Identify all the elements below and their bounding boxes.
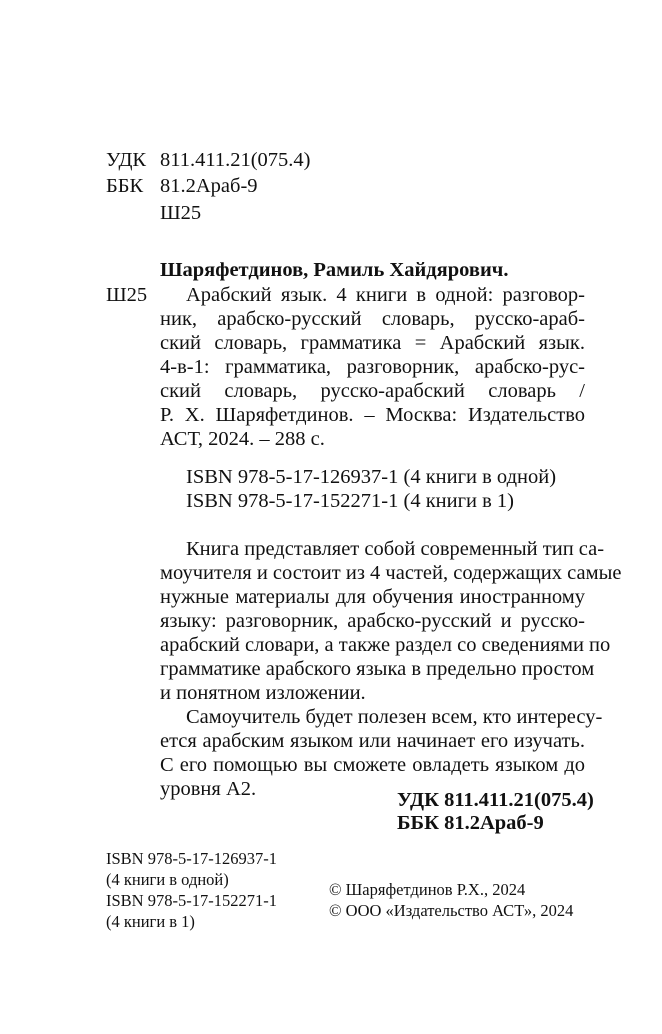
isbn-line: ISBN 978-5-17-126937-1 (4 книги в одной) — [186, 466, 557, 488]
copyright-publisher: © ООО «Издательство АСТ», 2024 — [329, 901, 574, 920]
imprint-isbn: ISBN 978-5-17-126937-1 — [106, 849, 277, 868]
imprint-isbn-note: (4 книги в одной) — [106, 870, 229, 889]
annotation-line: грамматике арабского языка в предельно простом — [160, 658, 595, 680]
imprint-isbn-note: (4 книги в 1) — [106, 912, 195, 931]
bottom-bbk: ББК 81.2Араб-9 — [397, 812, 544, 834]
catalog-line: Арабский язык. 4 книги в одной: разговор- — [186, 284, 585, 306]
author-heading: Шаряфетдинов, Рамиль Хайдярович. — [160, 259, 509, 281]
catalog-line: Р. Х. Шаряфетдинов. – Москва: Издательство — [160, 404, 585, 426]
catalog-line: ник, арабско-русский словарь, русско-араб- — [160, 308, 585, 330]
annotation-line: Самоучитель будет полезен всем, кто интересу- — [186, 706, 603, 728]
catalog-line: ский словарь, русско-арабский словарь / — [160, 380, 585, 402]
catalog-line: АСТ, 2024. – 288 с. — [160, 428, 325, 450]
catalog-line: ский словарь, грамматика = Арабский язык. — [160, 332, 585, 354]
udk-value: 811.411.21(075.4) — [160, 149, 311, 171]
bbk-label: ББК — [106, 175, 144, 197]
catalog-line: 4-в-1: грамматика, разговорник, арабско-рус- — [160, 356, 585, 378]
annotation-line: С его помощью вы сможете овладеть языком до — [160, 754, 585, 776]
annotation-line: и понятном изложении. — [160, 682, 366, 704]
isbn-line: ISBN 978-5-17-152271-1 (4 книги в 1) — [186, 490, 514, 512]
annotation-line: ется арабским языком или начинает его изучать. — [160, 730, 585, 752]
imprint-isbn: ISBN 978-5-17-152271-1 — [106, 891, 277, 910]
udk-label: УДК — [106, 149, 147, 171]
annotation-line: уровня А2. — [160, 778, 257, 800]
catalog-mark: Ш25 — [106, 284, 148, 306]
annotation-line: Книга представляет собой современный тип са- — [186, 538, 605, 560]
bottom-udk: УДК 811.411.21(075.4) — [397, 789, 594, 811]
annotation-line: арабский словари, а также раздел со сведениями по — [160, 634, 611, 656]
bbk-value: 81.2Араб-9 — [160, 175, 258, 197]
annotation-line: моучителя и состоит из 4 частей, содержащих самые — [160, 562, 622, 584]
annotation-line: нужные материалы для обучения иностранному — [160, 586, 585, 608]
copyright-author: © Шаряфетдинов Р.Х., 2024 — [329, 880, 526, 899]
annotation-line: языку: разговорник, арабско-русский и русско- — [160, 610, 585, 632]
author-mark: Ш25 — [160, 202, 202, 224]
